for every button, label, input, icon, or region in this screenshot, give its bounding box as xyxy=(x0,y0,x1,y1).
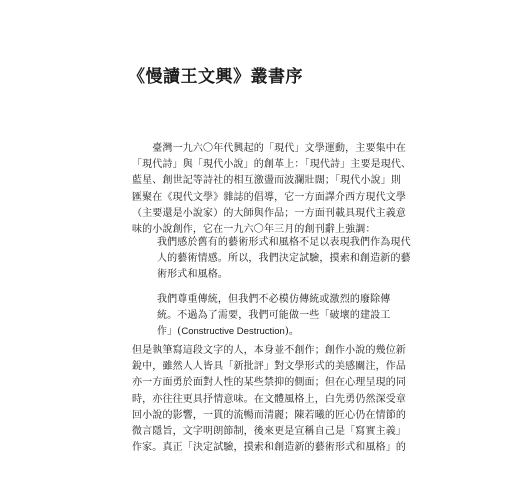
quote-text: )。 xyxy=(284,326,300,338)
paragraph-line: 臺灣一九六〇年代興起的「現代」文學運動，主要集中在 xyxy=(132,143,407,154)
quote-line: 統。不過為了需要，我們可能做一些「破壞的建設工 xyxy=(157,310,391,322)
paragraph-line: 「現代詩」與「現代小說」的創革上：「現代詩」主要是現代、 xyxy=(132,159,412,171)
intro-paragraph xyxy=(132,141,412,238)
quote-text: 作」( xyxy=(157,326,182,338)
paragraph-line: 但是執筆寫這段文字的人，本身並不創作；創作小說的幾位新 xyxy=(132,345,407,356)
block-quote-2 xyxy=(157,292,393,341)
quote-line: 人的藝術情感。所以，我們決定試驗，摸索和創造新的藝 xyxy=(157,253,411,265)
english-term: Constructive Destruction xyxy=(181,326,285,338)
page-title: 《慢讀王文興》叢書序 xyxy=(128,67,303,87)
paragraph-line: 回小說的影響，一貫的流暢而清麗；陳若曦的匠心仍在情節的 xyxy=(132,409,407,421)
paragraph-line: 匯聚在《現代文學》雜誌的倡導，它一方面譯介西方現代文學 xyxy=(132,191,407,203)
paragraph-line: 味的小說創作，它在一九六〇年三月的創刊辭上強調： xyxy=(132,223,376,235)
quote-last-line xyxy=(157,324,393,340)
quote-line: 術形式和風格。 xyxy=(157,269,229,281)
quote-line: 我們感於舊有的藝術形式和風格不足以表現我們作為現代 xyxy=(157,237,411,248)
paragraph-line: 銳中，雖然人人皆具「新批評」對文學形式的美感關注，作品 xyxy=(132,361,407,373)
paragraph-line: 時，亦往往更具抒情意味。在文體風格上，白先勇仍然深受章 xyxy=(132,393,407,405)
block-quote-1 xyxy=(157,235,411,284)
paragraph-line: 作家。真正「決定試驗，摸索和創造新的藝術形式和風格」的 xyxy=(132,442,407,454)
paragraph-line: 亦一方面勇於面對人性的某些禁抑的側面；但在心理呈現的同 xyxy=(132,377,407,389)
paragraph-line: 藍星、創世記等詩社的相互激盪而波瀾壯闊；「現代小說」則 xyxy=(132,175,402,187)
paragraph-line: （主要還是小說家）的大師與作品；一方面刊載具現代主義意 xyxy=(132,207,407,219)
continuation-paragraph xyxy=(132,343,407,456)
quote-line: 我們尊重傳統，但我們不必模仿傳統或激烈的廢除傳 xyxy=(157,294,391,305)
paragraph-line: 微言隱旨，文字明朗節制，後來更是宣稱自己是「寫實主義」 xyxy=(132,425,407,437)
